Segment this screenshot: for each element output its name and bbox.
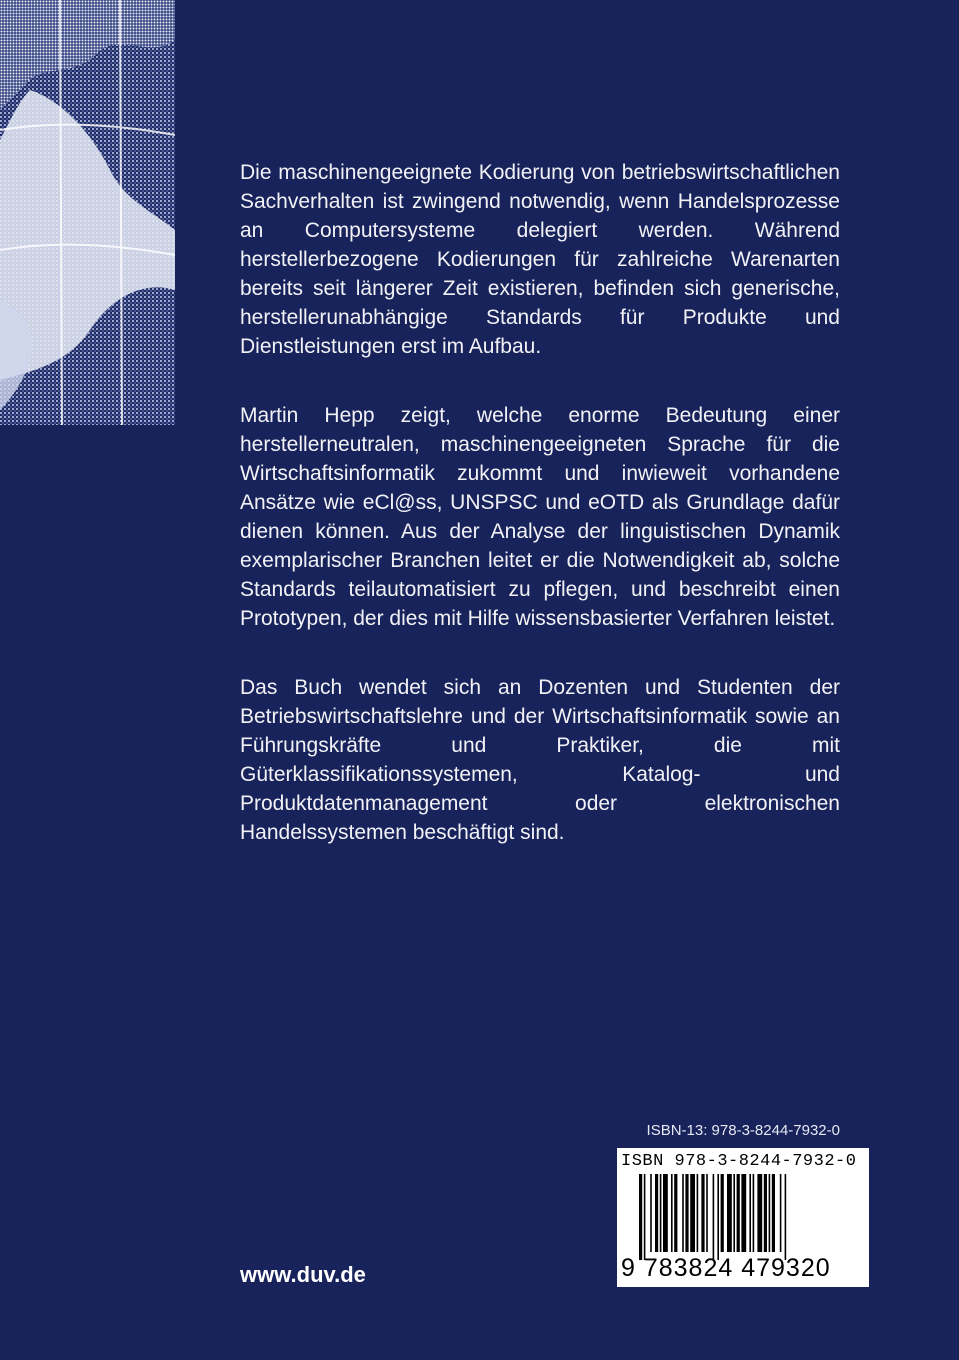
barcode-bar: [717, 1174, 719, 1260]
barcode-bar: [757, 1174, 762, 1252]
barcode-bar: [713, 1174, 715, 1260]
barcode-bar: [663, 1174, 668, 1252]
barcode-bar: [639, 1174, 642, 1260]
barcode-bar: [727, 1174, 732, 1252]
barcode-bar: [733, 1174, 735, 1252]
barcode-bar: [690, 1174, 695, 1252]
barcode-bar: [674, 1174, 677, 1252]
isbn-label: ISBN-13: 978-3-8244-7932-0: [646, 1122, 840, 1139]
barcode-bar: [780, 1174, 782, 1252]
barcode-bar: [650, 1174, 652, 1252]
barcode-bar: [772, 1174, 775, 1252]
barcode-bar: [644, 1174, 646, 1260]
description: [240, 158, 840, 887]
paragraph: Die maschinengeeignete Kodierung von betriebswirtschaftlichen Sachverhalten ist zwingend notwendig, wenn Handelsprozesse an Computersysteme delegiert werden. Während herstellerbezogene Kodierungen für zahlreiche Warenarten bereits seit längerer Zeit existieren, befinden sich generische, herstellerunabhängige Standards für Produkte und Dienstleistungen erst im Aufbau.: [240, 161, 840, 358]
barcode-bar: [785, 1174, 787, 1260]
barcode-bar: [682, 1174, 684, 1252]
barcode-isbn-text: ISBN 978-3-8244-7932-0: [621, 1152, 857, 1171]
barcode-bar: [655, 1174, 658, 1252]
barcode-bar: [721, 1174, 724, 1252]
barcode-bar: [741, 1174, 746, 1252]
barcode-bar: [660, 1174, 662, 1252]
website-link[interactable]: www.duv.de: [240, 1262, 366, 1287]
barcode-bar: [706, 1174, 708, 1252]
barcode-digits: 9 783824 479320: [621, 1254, 831, 1282]
paragraph: Martin Hepp zeigt, welche enorme Bedeutung einer herstellerneutralen, maschinengeeigneten Sprache für die Wirtschaftsinformatik zukommt und inwieweit vorhandene Ansätze wie eCl@ss, UNSPSC und eOTD als Grundlage dafür dienen können. Aus der Analyse der linguistischen Dynamik exemplarischer Branchen leitet er die Notwendigkeit ab, solche Standards teilautomatisiert zu pflegen, und beschreibt einen Prototypen, der dies mit Hilfe wissensbasierter Verfahren leistet.: [240, 404, 840, 630]
barcode-bar: [764, 1174, 767, 1252]
barcode-bar: [697, 1174, 699, 1252]
barcode-bar: [769, 1174, 771, 1252]
paragraph: Das Buch wendet sich an Dozenten und Studenten der Betriebswirtschaftslehre und der Wirtschaftsinformatik sowie an Führungskräfte und Praktiker, die mit Güterklassifikationssystemen, Katalog- und Produktdatenmanagement oder elektronischen Handelssystemen beschäftigt sind.: [240, 676, 840, 844]
globe-image: [0, 0, 175, 425]
barcode-bar: [749, 1174, 751, 1252]
barcode-bar: [737, 1174, 740, 1252]
barcode-bar: [701, 1174, 704, 1252]
barcode-bar: [671, 1174, 673, 1252]
barcode-bar: [753, 1174, 755, 1252]
barcode-bar: [685, 1174, 688, 1252]
barcode-bars: [639, 1174, 849, 1260]
barcode: [617, 1148, 869, 1287]
